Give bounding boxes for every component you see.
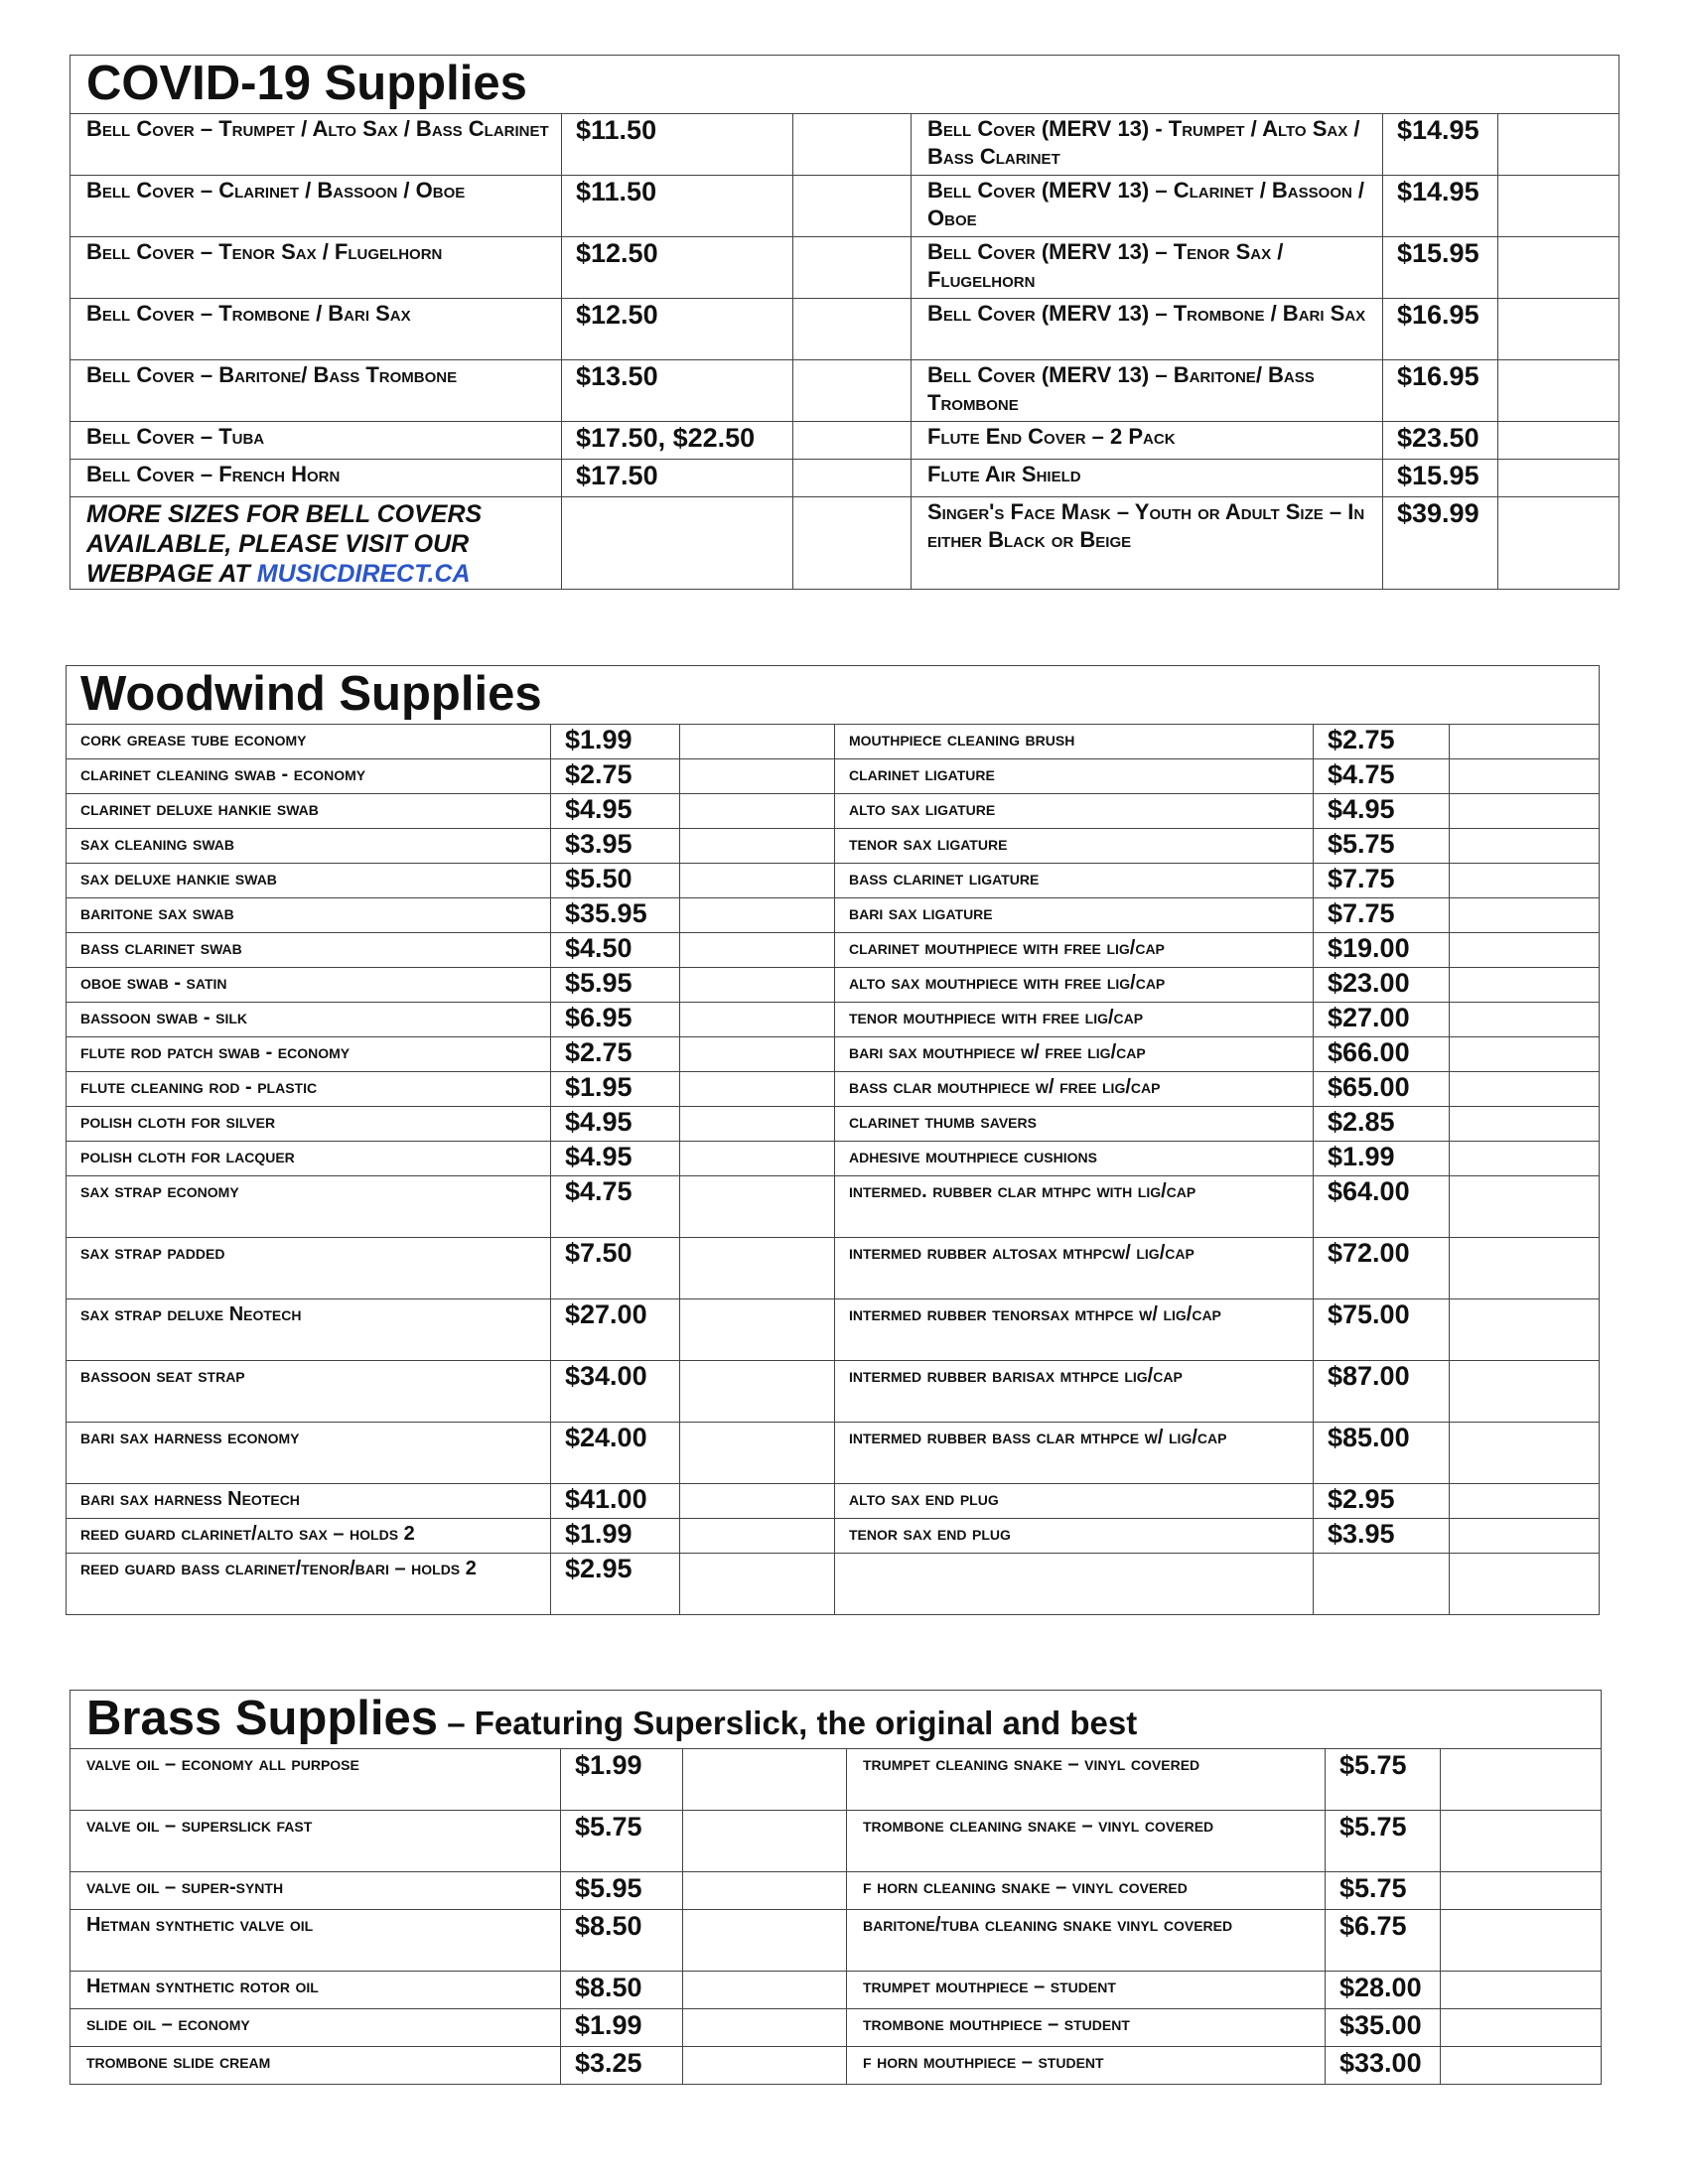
item-name: Bell Cover – Trombone / Bari Sax [70,299,562,360]
item-name: sax strap deluxe Neotech [67,1299,551,1361]
item-row [70,299,1619,360]
item-name: bass clar mouthpiece w/ free lig/cap [835,1072,1314,1107]
qty-cell[interactable] [680,1238,835,1299]
item-price: $65.00 [1314,1072,1450,1107]
qty-cell[interactable] [680,933,835,968]
item-name: sax deluxe hankie swab [67,864,551,898]
item-row [67,864,1600,898]
qty-cell[interactable] [680,725,835,759]
qty-cell[interactable] [1498,176,1619,237]
qty-cell[interactable] [1498,237,1619,299]
item-price: $14.95 [1383,114,1498,176]
item-name: bari sax harness Neotech [67,1484,551,1519]
item-price: $72.00 [1314,1238,1450,1299]
item-name: clarinet ligature [835,759,1314,794]
qty-cell[interactable] [1450,864,1600,898]
qty-cell[interactable] [1498,422,1619,460]
item-name: clarinet thumb savers [835,1107,1314,1142]
item-name: Bell Cover (MERV 13) - Trumpet / Alto Sax / Bass Clarinet [912,114,1383,176]
qty-cell[interactable] [1450,1361,1600,1423]
item-name: alto sax ligature [835,794,1314,829]
item-row [67,1176,1600,1238]
qty-cell[interactable] [680,1037,835,1072]
qty-cell[interactable] [683,2047,847,2085]
item-row [70,460,1619,497]
item-name: valve oil – super-synth [70,1872,561,1910]
item-row [67,1003,1600,1037]
item-price: $2.85 [1314,1107,1450,1142]
item-price: $5.75 [1326,1811,1441,1872]
item-row [67,1299,1600,1361]
item-price: $35.95 [551,898,680,933]
qty-cell[interactable] [793,460,912,497]
item-name: Bell Cover – Trumpet / Alto Sax / Bass Clarinet [70,114,562,176]
qty-cell[interactable] [680,1423,835,1484]
item-row [70,422,1619,460]
qty-cell[interactable] [793,237,912,299]
item-price: $1.99 [551,725,680,759]
item-name: Flute Air Shield [912,460,1383,497]
item-price: $4.95 [1314,794,1450,829]
item-price: $13.50 [562,360,793,422]
item-price: $41.00 [551,1484,680,1519]
item-price: $15.95 [1383,237,1498,299]
item-price: $16.95 [1383,360,1498,422]
item-price: $28.00 [1326,1972,1441,2009]
qty-cell[interactable] [793,497,912,590]
item-price: $2.95 [551,1554,680,1615]
item-price: $5.95 [561,1872,683,1910]
item-name: clarinet cleaning swab - economy [67,759,551,794]
item-name: bass clarinet swab [67,933,551,968]
qty-cell[interactable] [1441,1972,1602,2009]
item-row [67,898,1600,933]
qty-cell[interactable] [1450,933,1600,968]
item-row [67,1361,1600,1423]
item-price: $87.00 [1314,1361,1450,1423]
item-price: $24.00 [551,1423,680,1484]
item-price: $8.50 [561,1910,683,1972]
item-name: Bell Cover – Tenor Sax / Flugelhorn [70,237,562,299]
item-price: $7.50 [551,1238,680,1299]
item-row [67,829,1600,864]
item-name: sax cleaning swab [67,829,551,864]
item-price: $34.00 [551,1361,680,1423]
item-row [67,1519,1600,1554]
item-price: $16.95 [1383,299,1498,360]
qty-cell[interactable] [1498,460,1619,497]
qty-cell[interactable] [680,968,835,1003]
item-name: bassoon swab - silk [67,1003,551,1037]
qty-cell[interactable] [1450,898,1600,933]
qty-cell[interactable] [683,1749,847,1811]
item-name: slide oil – economy [70,2009,561,2047]
item-row [70,2009,1602,2047]
item-name: intermed rubber bass clar mthpce w/ lig/cap [835,1423,1314,1484]
item-name: valve oil – economy all purpose [70,1749,561,1811]
item-name: trumpet mouthpiece – student [847,1972,1326,2009]
qty-cell[interactable] [1441,2047,1602,2085]
qty-cell[interactable] [1498,299,1619,360]
item-price: $85.00 [1314,1423,1450,1484]
item-name: trombone mouthpiece – student [847,2009,1326,2047]
qty-cell[interactable] [1450,1238,1600,1299]
qty-cell[interactable] [1450,1519,1600,1554]
qty-cell[interactable] [680,1519,835,1554]
item-price: $7.75 [1314,864,1450,898]
item-price: $64.00 [1314,1176,1450,1238]
item-name: f horn cleaning snake – vinyl covered [847,1872,1326,1910]
qty-cell[interactable] [680,1554,835,1615]
item-row [67,1238,1600,1299]
item-name: Bell Cover (MERV 13) – Tenor Sax / Flugelhorn [912,237,1383,299]
item-price: $11.50 [562,176,793,237]
qty-cell[interactable] [680,759,835,794]
item-name: polish cloth for lacquer [67,1142,551,1176]
item-price: $17.50, $22.50 [562,422,793,460]
qty-cell[interactable] [680,1361,835,1423]
covid-title: COVID-19 Supplies [70,56,1619,114]
item-price: $4.50 [551,933,680,968]
item-name: Bell Cover (MERV 13) – Baritone/ Bass Trombone [912,360,1383,422]
item-price: $27.00 [1314,1003,1450,1037]
item-price: $1.99 [1314,1142,1450,1176]
qty-cell[interactable] [680,1484,835,1519]
item-row [67,1142,1600,1176]
musicdirect-link[interactable]: MUSICDIRECT.CA [256,560,471,588]
item-name: polish cloth for silver [67,1107,551,1142]
covid-note-row [70,497,1619,590]
item-row [67,725,1600,759]
qty-cell[interactable] [683,2009,847,2047]
qty-cell[interactable] [680,1003,835,1037]
item-name: clarinet deluxe hankie swab [67,794,551,829]
brass-supplies-table [70,1690,1602,2085]
qty-cell[interactable] [680,864,835,898]
singers-face-mask-name: Singer's Face Mask – Youth or Adult Size – In either Black or Beige [912,497,1383,590]
item-price: $11.50 [562,114,793,176]
item-row [67,759,1600,794]
qty-cell[interactable] [1450,1003,1600,1037]
qty-cell[interactable] [793,422,912,460]
qty-cell[interactable] [1441,1749,1602,1811]
item-price: $27.00 [551,1299,680,1361]
item-price: $5.75 [561,1811,683,1872]
qty-cell[interactable] [683,1872,847,1910]
qty-cell[interactable] [683,1910,847,1972]
qty-cell[interactable] [1450,968,1600,1003]
item-name: bari sax mouthpiece w/ free lig/cap [835,1037,1314,1072]
qty-cell[interactable] [680,1072,835,1107]
item-row [67,794,1600,829]
item-name: trumpet cleaning snake – vinyl covered [847,1749,1326,1811]
item-row [70,1811,1602,1872]
item-price: $8.50 [561,1972,683,2009]
item-price: $1.99 [561,2009,683,2047]
item-price: $5.95 [551,968,680,1003]
item-price: $1.99 [551,1519,680,1554]
item-name [835,1554,1314,1615]
item-price: $17.50 [562,460,793,497]
brass-rows [70,1749,1602,2085]
item-name: adhesive mouthpiece cushions [835,1142,1314,1176]
item-name: Bell Cover – Tuba [70,422,562,460]
item-name: tenor sax ligature [835,829,1314,864]
item-price: $2.95 [1314,1484,1450,1519]
item-name: bass clarinet ligature [835,864,1314,898]
item-name: Flute End Cover – 2 Pack [912,422,1383,460]
qty-cell[interactable] [1450,1423,1600,1484]
item-price [1314,1554,1450,1615]
item-price: $1.95 [551,1072,680,1107]
qty-cell[interactable] [680,794,835,829]
item-price: $5.75 [1314,829,1450,864]
woodwind-supplies-table [66,665,1600,1615]
qty-cell[interactable] [1450,1072,1600,1107]
qty-cell[interactable] [1450,759,1600,794]
item-price: $3.95 [1314,1519,1450,1554]
item-name: intermed rubber barisax mthpce lig/cap [835,1361,1314,1423]
item-name: Hetman synthetic valve oil [70,1910,561,1972]
qty-cell[interactable] [1450,829,1600,864]
item-name: valve oil – superslick fast [70,1811,561,1872]
item-name: tenor sax end plug [835,1519,1314,1554]
item-name: Bell Cover – French Horn [70,460,562,497]
item-name: Bell Cover (MERV 13) – Trombone / Bari Sax [912,299,1383,360]
item-price: $7.75 [1314,898,1450,933]
item-name: flute cleaning rod - plastic [67,1072,551,1107]
item-price: $12.50 [562,237,793,299]
item-row [67,1037,1600,1072]
item-price: $19.00 [1314,933,1450,968]
item-name: bassoon seat strap [67,1361,551,1423]
singers-face-mask-price: $39.99 [1383,497,1498,590]
item-name: sax strap padded [67,1238,551,1299]
item-name: alto sax end plug [835,1484,1314,1519]
item-name: mouthpiece cleaning brush [835,725,1314,759]
qty-cell[interactable] [680,898,835,933]
item-name: intermed. rubber clar mthpc with lig/cap [835,1176,1314,1238]
qty-cell[interactable] [680,1299,835,1361]
item-price: $4.95 [551,794,680,829]
item-price: $4.75 [551,1176,680,1238]
item-price: $6.95 [551,1003,680,1037]
item-price: $23.00 [1314,968,1450,1003]
item-name: alto sax mouthpiece with free lig/cap [835,968,1314,1003]
qty-cell[interactable] [1450,794,1600,829]
item-name: bari sax ligature [835,898,1314,933]
item-row [67,933,1600,968]
qty-cell[interactable] [1450,1484,1600,1519]
qty-cell[interactable] [1498,114,1619,176]
item-name: baritone/tuba cleaning snake vinyl covered [847,1910,1326,1972]
qty-cell[interactable] [1441,2009,1602,2047]
item-name: bari sax harness economy [67,1423,551,1484]
brass-title [70,1691,1602,1749]
item-price: $5.50 [551,864,680,898]
item-price: $66.00 [1314,1037,1450,1072]
brass-subtitle: – Featuring Superslick, the original and best [438,1705,1138,1741]
item-row [67,1423,1600,1484]
item-row [70,1749,1602,1811]
item-row [70,1872,1602,1910]
qty-cell[interactable] [683,1972,847,2009]
qty-cell[interactable] [1441,1910,1602,1972]
item-price: $75.00 [1314,1299,1450,1361]
item-row [70,2047,1602,2085]
item-price: $3.25 [561,2047,683,2085]
item-row [70,360,1619,422]
item-price: $2.75 [551,1037,680,1072]
qty-cell[interactable] [1498,497,1619,590]
item-price: $33.00 [1326,2047,1441,2085]
item-name: Hetman synthetic rotor oil [70,1972,561,2009]
item-row [70,1972,1602,2009]
qty-cell[interactable] [683,1811,847,1872]
qty-cell[interactable] [680,1176,835,1238]
item-row [67,1107,1600,1142]
item-name: Bell Cover (MERV 13) – Clarinet / Bassoon / Oboe [912,176,1383,237]
qty-cell[interactable] [1450,1107,1600,1142]
item-price: $4.75 [1314,759,1450,794]
item-name: intermed rubber tenorsax mthpce w/ lig/cap [835,1299,1314,1361]
qty-cell[interactable] [793,360,912,422]
qty-cell[interactable] [793,114,912,176]
item-name: oboe swab - satin [67,968,551,1003]
item-name: f horn mouthpiece – student [847,2047,1326,2085]
item-name: intermed rubber altosax mthpcw/ lig/cap [835,1238,1314,1299]
item-name: sax strap economy [67,1176,551,1238]
qty-cell[interactable] [1450,1142,1600,1176]
item-price: $35.00 [1326,2009,1441,2047]
item-row [70,114,1619,176]
covid-rows [70,114,1619,497]
brass-title-main: Brass Supplies [86,1692,439,1745]
item-row [70,176,1619,237]
bell-cover-note: MORE SIZES FOR BELL COVERS AVAILABLE, PLEASE VISIT OUR WEBPAGE AT MUSICDIRECT.CA [70,497,562,590]
item-price: $3.95 [551,829,680,864]
item-name: Bell Cover – Baritone/ Bass Trombone [70,360,562,422]
item-price: $14.95 [1383,176,1498,237]
item-price: $12.50 [562,299,793,360]
qty-cell[interactable] [1450,1176,1600,1238]
item-name: cork grease tube economy [67,725,551,759]
item-price: $4.95 [551,1107,680,1142]
item-name: trombone slide cream [70,2047,561,2085]
item-price: $6.75 [1326,1910,1441,1972]
qty-cell[interactable] [793,176,912,237]
item-price: $2.75 [551,759,680,794]
empty-price-cell [562,497,793,590]
woodwind-rows [67,725,1600,1615]
item-name: flute rod patch swab - economy [67,1037,551,1072]
item-name: Bell Cover – Clarinet / Bassoon / Oboe [70,176,562,237]
qty-cell[interactable] [1450,725,1600,759]
item-price: $15.95 [1383,460,1498,497]
item-price: $2.75 [1314,725,1450,759]
item-row [67,1484,1600,1519]
covid-supplies-table [70,55,1619,590]
qty-cell[interactable] [1450,1554,1600,1615]
item-name: tenor mouthpiece with free lig/cap [835,1003,1314,1037]
item-row [67,1554,1600,1615]
qty-cell[interactable] [1441,1811,1602,1872]
item-name: reed guard bass clarinet/tenor/bari – holds 2 [67,1554,551,1615]
qty-cell[interactable] [1450,1037,1600,1072]
qty-cell[interactable] [680,1107,835,1142]
item-row [70,1910,1602,1972]
qty-cell[interactable] [1441,1872,1602,1910]
item-row [70,237,1619,299]
item-price: $5.75 [1326,1872,1441,1910]
qty-cell[interactable] [1450,1299,1600,1361]
item-name: clarinet mouthpiece with free lig/cap [835,933,1314,968]
item-row [67,968,1600,1003]
item-price: $5.75 [1326,1749,1441,1811]
item-name: trombone cleaning snake – vinyl covered [847,1811,1326,1872]
item-price: $23.50 [1383,422,1498,460]
qty-cell[interactable] [680,1142,835,1176]
qty-cell[interactable] [793,299,912,360]
item-price: $4.95 [551,1142,680,1176]
item-price: $1.99 [561,1749,683,1811]
qty-cell[interactable] [680,829,835,864]
item-name: reed guard clarinet/alto sax – holds 2 [67,1519,551,1554]
item-row [67,1072,1600,1107]
item-name: baritone sax swab [67,898,551,933]
qty-cell[interactable] [1498,360,1619,422]
woodwind-title: Woodwind Supplies [67,666,1600,725]
